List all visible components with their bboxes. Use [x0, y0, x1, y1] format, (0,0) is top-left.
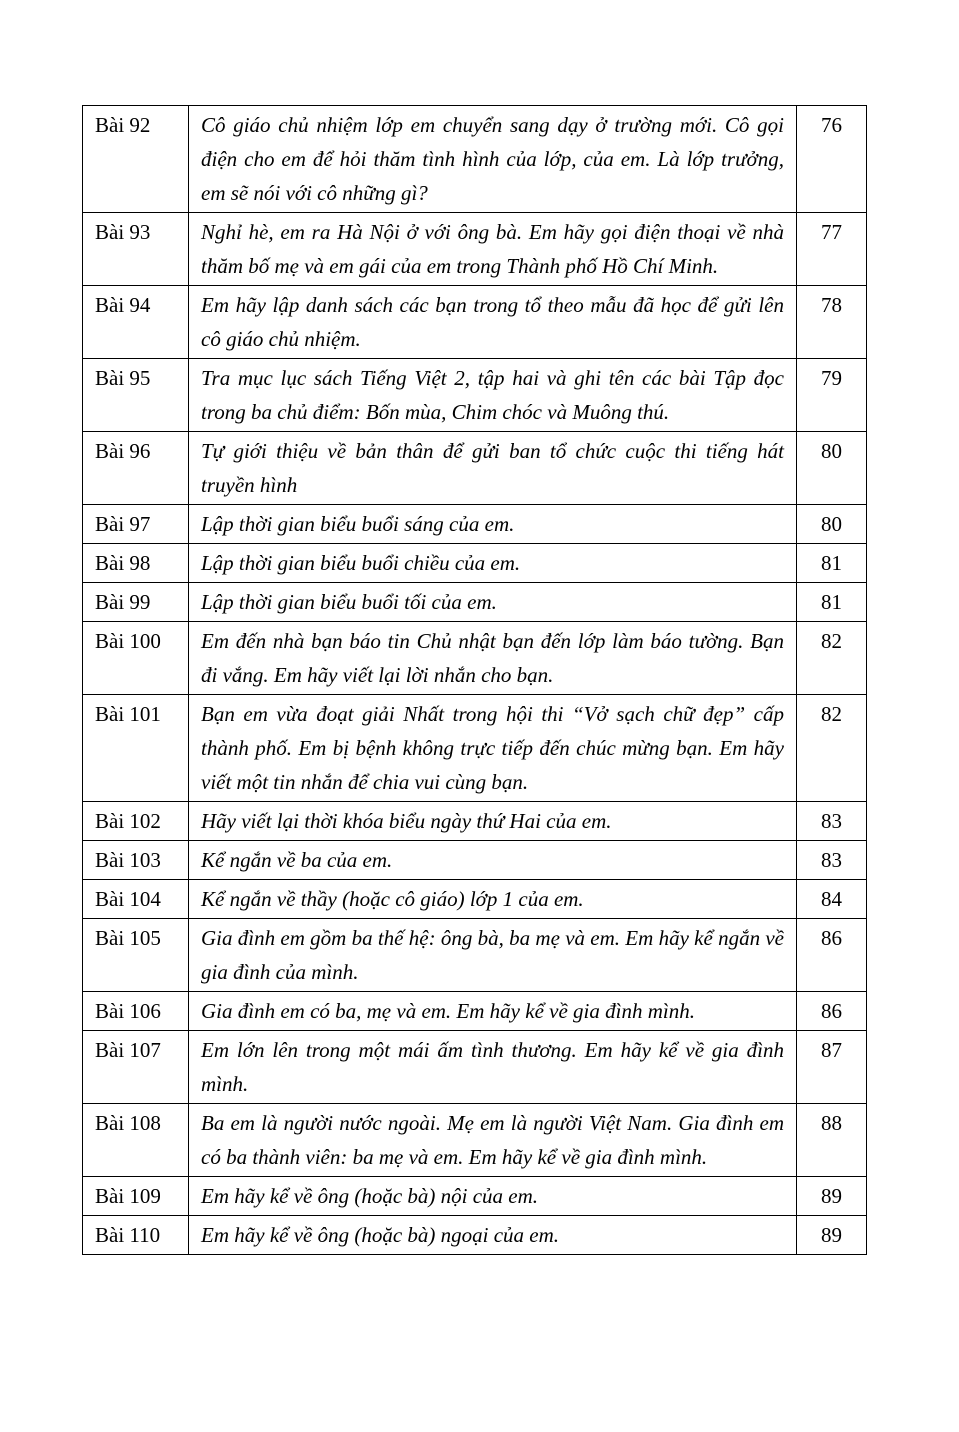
- toc-body: [83, 106, 867, 1255]
- lesson-number: Bài 94: [83, 286, 189, 359]
- table-row: [83, 432, 867, 505]
- page-number: 83: [797, 841, 867, 880]
- lesson-title: Nghỉ hè, em ra Hà Nội ở với ông bà. Em hãy gọi điện thoại về nhà thăm bố mẹ và em gái của em trong Thành phố Hồ Chí Minh.: [189, 213, 797, 286]
- table-row: [83, 992, 867, 1031]
- table-row: [83, 213, 867, 286]
- page-number: 82: [797, 695, 867, 802]
- lesson-title: Em hãy kể về ông (hoặc bà) ngoại của em.: [189, 1216, 797, 1255]
- lesson-title: Cô giáo chủ nhiệm lớp em chuyển sang dạy ở trường mới. Cô gọi điện cho em để hỏi thăm tình hình của lớp, của em. Là lớp trưởng, em sẽ nói với cô những gì?: [189, 106, 797, 213]
- table-row: [83, 359, 867, 432]
- lesson-title: Ba em là người nước ngoài. Mẹ em là người Việt Nam. Gia đình em có ba thành viên: ba mẹ và em. Em hãy kể về gia đình mình.: [189, 1104, 797, 1177]
- page-number: 80: [797, 505, 867, 544]
- page-number: 81: [797, 583, 867, 622]
- table-row: [83, 286, 867, 359]
- lesson-number: Bài 105: [83, 919, 189, 992]
- lesson-number: Bài 108: [83, 1104, 189, 1177]
- lesson-title: Lập thời gian biểu buổi chiều của em.: [189, 544, 797, 583]
- lesson-number: Bài 106: [83, 992, 189, 1031]
- page-number: 78: [797, 286, 867, 359]
- page-number: 86: [797, 992, 867, 1031]
- lesson-title: Lập thời gian biểu buổi tối của em.: [189, 583, 797, 622]
- lesson-number: Bài 104: [83, 880, 189, 919]
- lesson-title: Gia đình em có ba, mẹ và em. Em hãy kể về gia đình mình.: [189, 992, 797, 1031]
- table-row: [83, 583, 867, 622]
- table-row: [83, 622, 867, 695]
- page-number: 76: [797, 106, 867, 213]
- lesson-title: Tự giới thiệu về bản thân để gửi ban tổ chức cuộc thi tiếng hát truyền hình: [189, 432, 797, 505]
- page-number: 80: [797, 432, 867, 505]
- page-number: 89: [797, 1177, 867, 1216]
- lesson-number: Bài 95: [83, 359, 189, 432]
- table-row: [83, 544, 867, 583]
- page-number: 81: [797, 544, 867, 583]
- lesson-number: Bài 99: [83, 583, 189, 622]
- lesson-number: Bài 97: [83, 505, 189, 544]
- table-row: [83, 695, 867, 802]
- lesson-number: Bài 100: [83, 622, 189, 695]
- lesson-title: Em hãy lập danh sách các bạn trong tổ theo mẫu đã học để gửi lên cô giáo chủ nhiệm.: [189, 286, 797, 359]
- lesson-number: Bài 103: [83, 841, 189, 880]
- lesson-title: Em đến nhà bạn báo tin Chủ nhật bạn đến lớp làm báo tường. Bạn đi vắng. Em hãy viết lại lời nhắn cho bạn.: [189, 622, 797, 695]
- lesson-number: Bài 109: [83, 1177, 189, 1216]
- lesson-number: Bài 92: [83, 106, 189, 213]
- lesson-number: Bài 102: [83, 802, 189, 841]
- table-row: [83, 1216, 867, 1255]
- page-number: 89: [797, 1216, 867, 1255]
- table-row: [83, 841, 867, 880]
- page-number: 79: [797, 359, 867, 432]
- lesson-title: Tra mục lục sách Tiếng Việt 2, tập hai và ghi tên các bài Tập đọc trong ba chủ điểm: Bốn mùa, Chim chóc và Muông thú.: [189, 359, 797, 432]
- table-row: [83, 802, 867, 841]
- table-of-contents: [82, 105, 867, 1255]
- lesson-number: Bài 101: [83, 695, 189, 802]
- page-number: 77: [797, 213, 867, 286]
- lesson-number: Bài 98: [83, 544, 189, 583]
- lesson-title: Lập thời gian biểu buổi sáng của em.: [189, 505, 797, 544]
- table-row: [83, 919, 867, 992]
- lesson-number: Bài 110: [83, 1216, 189, 1255]
- lesson-title: Bạn em vừa đoạt giải Nhất trong hội thi “Vở sạch chữ đẹp” cấp thành phố. Em bị bệnh không trực tiếp đến chúc mừng bạn. Em hãy viết một tin nhắn để chia vui cùng bạn.: [189, 695, 797, 802]
- lesson-title: Hãy viết lại thời khóa biểu ngày thứ Hai của em.: [189, 802, 797, 841]
- lesson-number: Bài 93: [83, 213, 189, 286]
- page-number: 88: [797, 1104, 867, 1177]
- lesson-title: Kể ngắn về ba của em.: [189, 841, 797, 880]
- page-number: 82: [797, 622, 867, 695]
- lesson-title: Em hãy kể về ông (hoặc bà) nội của em.: [189, 1177, 797, 1216]
- table-row: [83, 106, 867, 213]
- lesson-number: Bài 107: [83, 1031, 189, 1104]
- table-row: [83, 880, 867, 919]
- table-row: [83, 1177, 867, 1216]
- table-row: [83, 1104, 867, 1177]
- lesson-title: Gia đình em gồm ba thế hệ: ông bà, ba mẹ và em. Em hãy kể ngắn về gia đình của mình.: [189, 919, 797, 992]
- lesson-number: Bài 96: [83, 432, 189, 505]
- page-number: 87: [797, 1031, 867, 1104]
- page-number: 83: [797, 802, 867, 841]
- lesson-title: Kể ngắn về thầy (hoặc cô giáo) lớp 1 của em.: [189, 880, 797, 919]
- table-row: [83, 505, 867, 544]
- lesson-title: Em lớn lên trong một mái ấm tình thương. Em hãy kể về gia đình mình.: [189, 1031, 797, 1104]
- page-number: 84: [797, 880, 867, 919]
- page-number: 86: [797, 919, 867, 992]
- table-row: [83, 1031, 867, 1104]
